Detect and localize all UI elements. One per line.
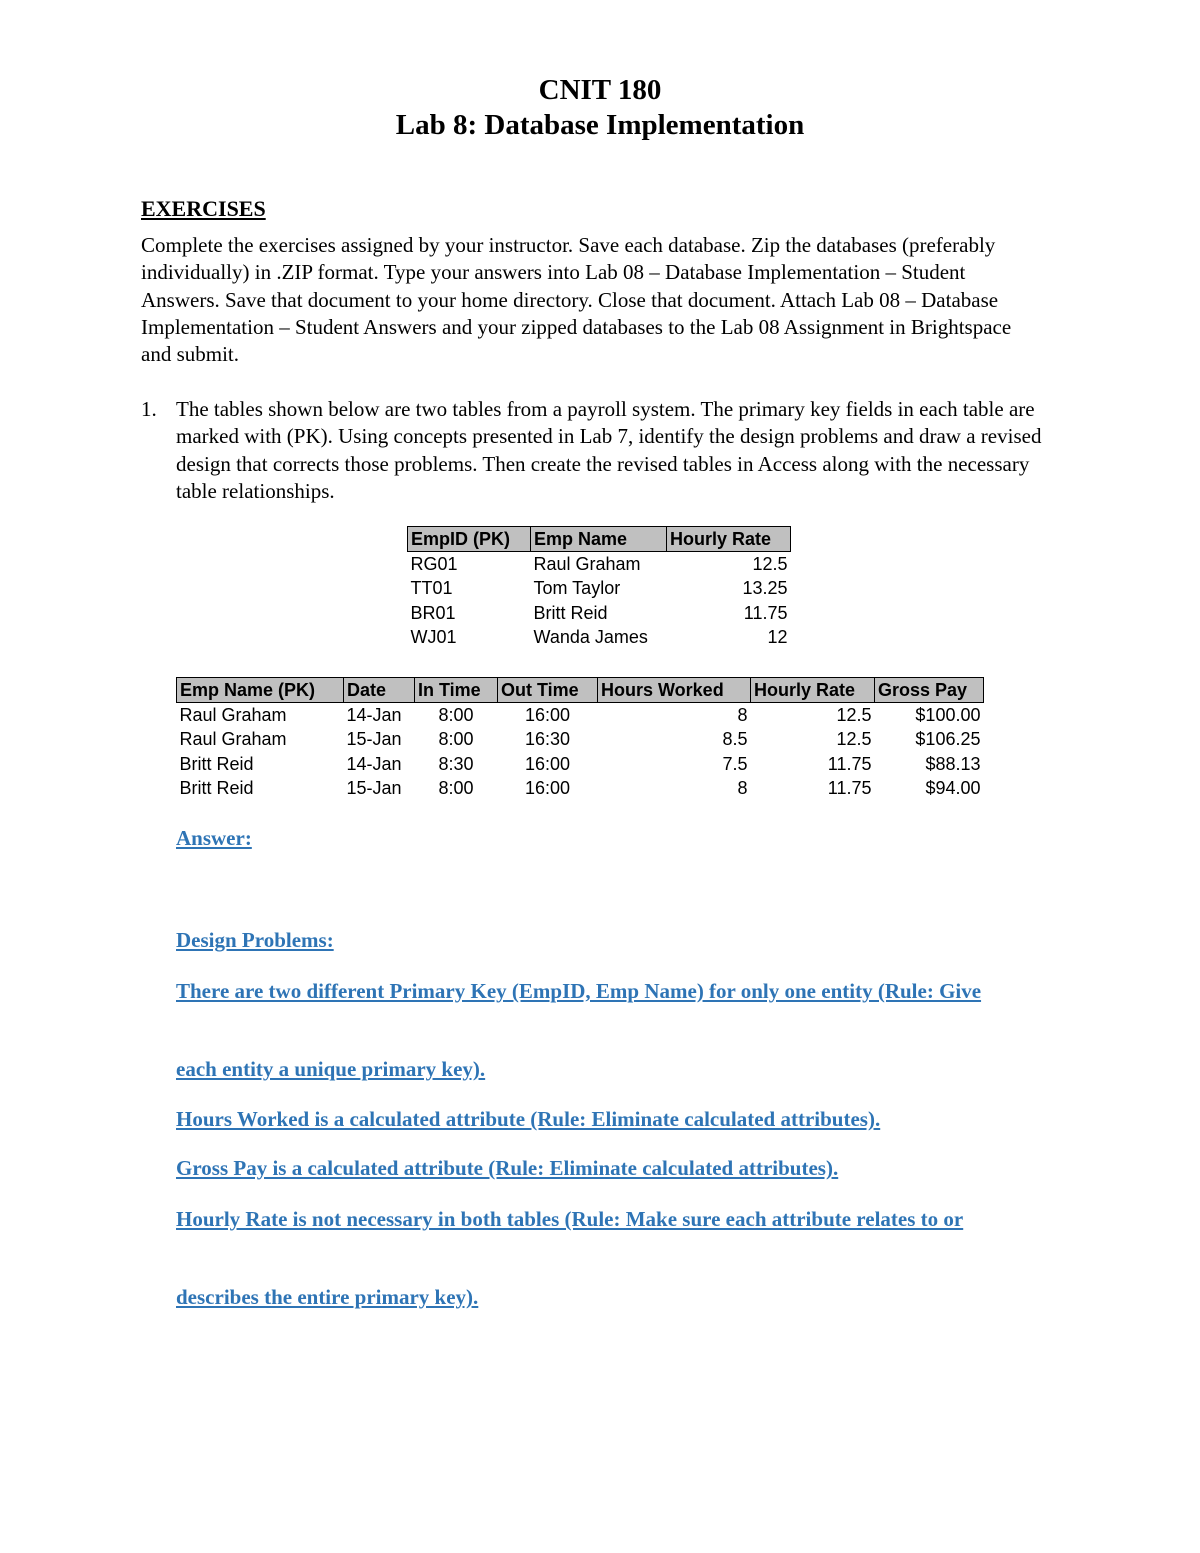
table-cell: 15-Jan [346,729,402,750]
table-cell: 11.75 [743,602,788,623]
column-header: Date [344,678,415,703]
table-cell: 16:30 [524,729,571,750]
table-row [408,577,791,602]
timecard-table [176,677,984,801]
table-cell: Tom Taylor [533,578,621,599]
column-header: Emp Name (PK) [177,678,344,703]
answer-label: Answer: [176,826,252,850]
table-row [408,552,791,577]
table-cell: Raul Graham [179,704,287,725]
table-cell: 12.5 [752,553,788,574]
table-header-row [177,678,984,703]
table-cell: 16:00 [524,778,571,799]
column-header: Hourly Rate [751,678,875,703]
answer-line: Hours Worked is a calculated attribute (Rule: Eliminate calculated attributes). [176,1107,881,1131]
table-cell: 16:00 [524,753,571,774]
table-cell: 8 [737,778,748,799]
table-row [177,703,984,728]
table-row [177,752,984,777]
table-cell: 12 [767,627,788,648]
exercises-intro: Complete the exercises assigned by your instructor. Save each database. Zip the databases (preferably individually) in .ZIP format. Type your answers into Lab 08 – Database Implementation – Student Answers. Save that document to your home directory. Close that document. Attach Lab 08 – Database Implementation – Student Answers and your zipped databases to the Lab 08 Assignment in Brightspace and submit. [141,233,1012,367]
table-cell: 8:00 [438,704,474,725]
table-cell: 12.5 [836,729,872,750]
table-cell: Raul Graham [179,729,287,750]
answer-line: There are two different Primary Key (EmpID, Emp Name) for only one entity (Rule: Give [176,979,982,1003]
table-row [177,728,984,753]
table-cell: 8:00 [438,778,474,799]
table-cell: 7.5 [722,753,748,774]
table-cell: 12.5 [836,704,872,725]
table-cell: 11.75 [827,778,872,799]
column-header: Emp Name [531,527,667,552]
table-cell: $100.00 [915,704,981,725]
column-header: Hourly Rate [667,527,791,552]
column-header: Gross Pay [875,678,984,703]
table-cell: Raul Graham [533,553,641,574]
table-cell: 14-Jan [346,753,402,774]
exercises-heading: EXERCISES [141,196,266,221]
table-cell: WJ01 [410,627,457,648]
table-cell: 8:30 [438,753,474,774]
table-cell: 8 [737,704,748,725]
table-row [408,626,791,651]
answer-line: Gross Pay is a calculated attribute (Rule: Eliminate calculated attributes). [176,1156,839,1180]
employee-table [407,526,791,650]
column-header: Hours Worked [598,678,751,703]
table-cell: 13.25 [742,578,788,599]
table-cell: 8:00 [438,729,474,750]
table-row [408,601,791,626]
table-cell: Britt Reid [533,602,608,623]
table-cell: BR01 [410,602,456,623]
table-cell: 8.5 [722,729,748,750]
table-cell: 16:00 [524,704,571,725]
table-cell: 14-Jan [346,704,402,725]
table-cell: $88.13 [925,753,981,774]
table-row [177,777,984,802]
question-number: 1. [141,397,157,421]
table-cell: Wanda James [533,627,648,648]
answer-line: describes the entire primary key). [176,1285,479,1309]
design-problems-label: Design Problems: [176,928,334,952]
column-header: In Time [415,678,498,703]
answer-line: each entity a unique primary key). [176,1057,486,1081]
table-cell: $94.00 [925,778,981,799]
table-cell: Britt Reid [179,753,254,774]
course-title: CNIT 180 [538,74,662,106]
lab-title: Lab 8: Database Implementation [395,109,805,141]
table-header-row [408,527,791,552]
question-text: The tables shown below are two tables from a payroll system. The primary key fields in each table are marked with (PK). Using concepts presented in Lab 7, identify the design problems and draw a revised design that corrects those problems. Then create the revised tables in Access along with the necessary table relationships. [176,397,1042,503]
table-cell: Britt Reid [179,778,254,799]
table-cell: TT01 [410,578,453,599]
table-cell: 15-Jan [346,778,402,799]
table-cell: $106.25 [915,729,981,750]
table-cell: RG01 [410,553,458,574]
answer-line: Hourly Rate is not necessary in both tables (Rule: Make sure each attribute relates to or [176,1207,964,1231]
column-header: EmpID (PK) [408,527,531,552]
table-cell: 11.75 [827,753,872,774]
column-header: Out Time [498,678,598,703]
